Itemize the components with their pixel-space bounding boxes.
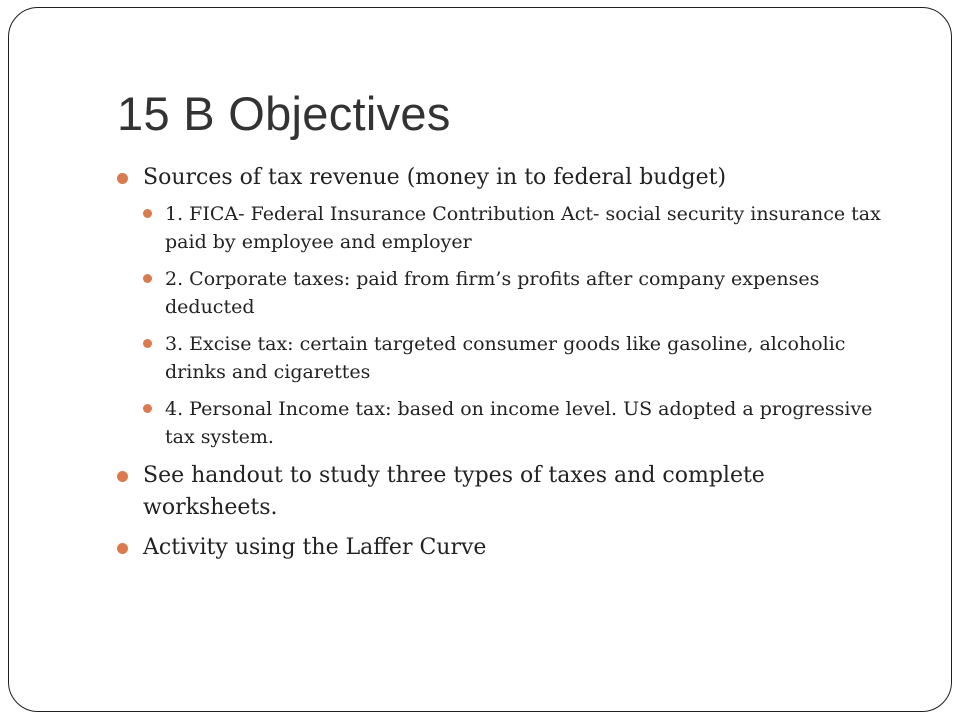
sub-bullet-text: 1. FICA- Federal Insurance Contribution Act- social security insurance tax paid by employee and employer xyxy=(165,203,881,253)
sub-bullet-dot-icon xyxy=(143,404,152,413)
bullet-item-laffer xyxy=(117,532,887,564)
sub-bullet-item-corporate xyxy=(143,265,887,321)
slide-title: 15 B Objectives xyxy=(117,87,451,140)
sub-bullet-text: 2. Corporate taxes: paid from firm’s profits after company expenses deducted xyxy=(165,268,820,318)
sub-bullet-text: 3. Excise tax: certain targeted consumer goods like gasoline, alcoholic drinks and cigarettes xyxy=(165,333,846,383)
sub-bullet-item-income xyxy=(143,395,887,451)
slide-content xyxy=(117,162,887,572)
bullet-item-tax-revenue xyxy=(117,162,887,451)
sub-bullet-text: 4. Personal Income tax: based on income level. US adopted a progressive tax system. xyxy=(165,398,873,448)
bullet-dot-icon xyxy=(117,471,128,482)
sub-bullet-list xyxy=(143,200,887,451)
bullet-text: Activity using the Laffer Curve xyxy=(143,535,487,560)
sub-bullet-dot-icon xyxy=(143,274,152,283)
bullet-list xyxy=(117,162,887,564)
bullet-dot-icon xyxy=(117,543,128,554)
bullet-text: Sources of tax revenue (money in to federal budget) xyxy=(143,165,727,190)
bullet-text: See handout to study three types of taxes and complete worksheets. xyxy=(143,463,765,520)
sub-bullet-item-fica xyxy=(143,200,887,256)
sub-bullet-dot-icon xyxy=(143,209,152,218)
sub-bullet-item-excise xyxy=(143,330,887,386)
slide-frame xyxy=(8,7,952,712)
bullet-item-handout xyxy=(117,460,887,524)
sub-bullet-dot-icon xyxy=(143,339,152,348)
bullet-dot-icon xyxy=(117,173,128,184)
